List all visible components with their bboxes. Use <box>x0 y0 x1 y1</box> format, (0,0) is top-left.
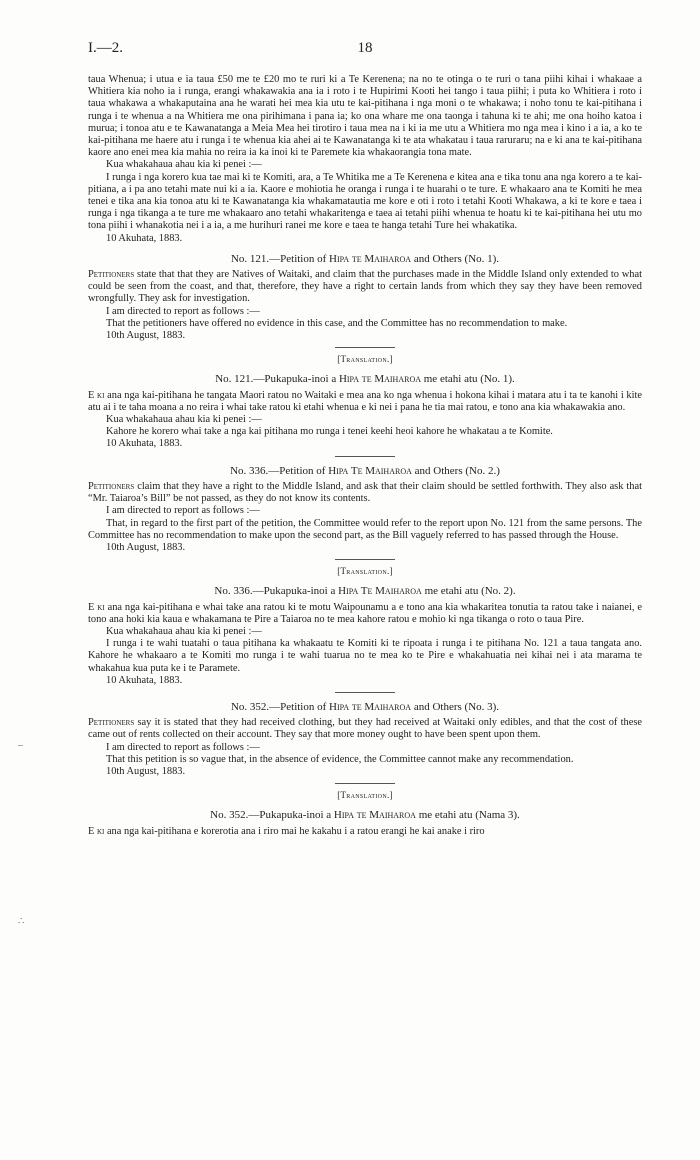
intro-report: I runga i nga korero kua tae mai ki te Komiti, ara, a Te Whitika me a Te Kerenena e kitea ana e tika tonu ana nga korero a te kai-pitiana, a i pa ano tetahi mate nui ki a ia. Kaore e mohiotia he oranga i runga i te huarahi o te ture. E whakaaro ana te Komiti he mea tenei e tika ana kia tonoa atu ki te Kawanatanga kia whakamatautia me kore e oti i roto i tetahi Kooti Whakawa, a ki te kore e taea i runga i nga tikanga a te ture me whakaaro ano tetahi whakaritenga e taea ai tetahi piihi whenua te hoatu ki te kai-pitihana hei utu mo tona piihi i whanakotia nei i a ia, a me hurihuri ranei me kore e taea te hanga tetahi Ture hei whakatika. <box>88 171 642 232</box>
section-121-translation-date: 10 Akuhata, 1883. <box>106 438 183 450</box>
translation-label: [Translation.] <box>337 354 393 365</box>
section-121-translation-summary: E ki ana nga kai-pitihana he tangata Maori ratou no Waitaki e mea ana ko nga whenua i hokona kihai i matara atu i ta te kanohi i kite atu ai i te taha moana a no reira i whai take ratou ki etahi whenua e ki nei i pana he tia mai ratou, e tono ana kia whakawakia ano. <box>88 389 642 413</box>
section-336-report: That, in regard to the first part of the petition, the Committee would refer to the report upon No. 121 from the same persons. The Committee has no recommendation to make upon the second part, as the Bill vaguely referred to has passed through the House. <box>88 517 642 541</box>
petitioner-name: Hipa te Maiharoa <box>333 809 416 822</box>
section-divider <box>335 783 395 784</box>
section-352-directive: I am directed to report as follows :— <box>106 741 260 753</box>
section-121-report: That the petitioners have offered no evidence in this case, and the Committee has no recommendation to make. <box>106 317 568 329</box>
section-divider <box>335 456 395 457</box>
section-352-summary: Petitioners say it is stated that they had received clothing, but they had received at Waitaki only edibles, and that the cost of these came out of rents collected on their account. They say that more money ought to have been spent upon them. <box>88 717 642 741</box>
paper-reference: I.—2. <box>88 40 123 56</box>
document-body <box>88 74 642 838</box>
section-352-report: That this petition is so vague that, in the absence of evidence, the Committee cannot make any recommendation. <box>106 753 574 765</box>
section-336-date: 10th August, 1883. <box>106 541 186 553</box>
petitioner-name: Hipa te Maiharoa <box>329 700 412 713</box>
section-336-translation-title: No. 336.—Pukapuka-inoi a Hipa Te Maiharoa me etahi atu (No. 2). <box>214 585 516 598</box>
section-336-translation-date: 10 Akuhata, 1883. <box>106 674 183 686</box>
petitioner-name: Hipa Te Maiharoa <box>338 585 422 598</box>
section-352-translation-summary: E ki ana nga kai-pitihana e korerotia ana i riro mai he kakahu i a ratou erangi he kai anake i riro <box>88 825 485 837</box>
section-352-date: 10th August, 1883. <box>106 765 186 777</box>
section-121-translation-report: Kahore he korero whai take a nga kai pitihana mo runga i tenei keehi heoi kahore he whakatau a te Komite. <box>106 426 553 438</box>
section-divider <box>335 559 395 560</box>
section-336-translation-directive: Kua whakahaua ahau kia ki penei :— <box>106 625 262 637</box>
section-352-translation-title: No. 352.—Pukapuka-inoi a Hipa te Maiharoa me etahi atu (Nama 3). <box>210 809 520 822</box>
section-121-summary: Petitioners state that that they are Natives of Waitaki, and claim that the purchases made in the Middle Island only extended to what could be seen from the coast, and that, therefore, they have a right to certain lands from which they say they have been removed wrongfully. They ask for investigation. <box>88 269 642 305</box>
page-header <box>88 40 642 62</box>
translation-label: [Translation.] <box>337 566 393 577</box>
section-121-directive: I am directed to report as follows :— <box>106 305 260 317</box>
petitioner-name: Hipa Te Maiharoa <box>328 464 412 477</box>
section-divider <box>335 347 395 348</box>
section-121-title: No. 121.—Petition of Hipa te Maiharoa and Others (No. 1). <box>230 252 500 265</box>
section-352-title: No. 352.—Petition of Hipa te Maiharoa and Others (No. 3). <box>230 700 500 713</box>
petitioner-name: Hipa te Maiharoa <box>329 252 412 265</box>
petitioner-name: Hipa te Maiharoa <box>338 373 421 386</box>
section-336-translation-summary: E ki ana nga kai-pitihana e whai take ana ratou ki te motu Waipounamu a e tono ana kia whakaritea tonutia ta ratou take i naianei, e tono ana hoki kia kaua e whakamana te Pire a Taiaroa no te mea kahore ratou e mohio ki nga tikanga o roto o taua Pire. <box>88 601 642 625</box>
translation-label: [Translation.] <box>337 790 393 801</box>
intro-date: 10 Akuhata, 1883. <box>106 232 183 244</box>
section-336-translation-report: I runga i te wahi tuatahi o taua pitihana ka whakaatu te Komiti ki te ripoata i runga i te pitihana No. 121 a taua tangata ano. Kahore he whakaaro a te Komiti mo runga i te wahi tuarua no te mea ko te Pire e whakahuatia nei kihai nei i ata marama te whakahua kua puta ke i te Paramete. <box>88 638 642 674</box>
section-121-date: 10th August, 1883. <box>106 330 186 342</box>
margin-star-mark: ∴ <box>18 916 25 927</box>
section-121-translation-directive: Kua whakahaua ahau kia ki penei :— <box>106 414 262 426</box>
section-divider <box>335 692 395 693</box>
section-336-title: No. 336.—Petition of Hipa Te Maiharoa and Others (No. 2.) <box>230 464 500 477</box>
margin-dash-mark: – <box>18 740 23 751</box>
section-121-translation-title: No. 121.—Pukapuka-inoi a Hipa te Maiharoa me etahi atu (No. 1). <box>215 373 515 386</box>
section-336-summary: Petitioners claim that they have a right to the Middle Island, and ask that their claim should be settled forthwith. They also ask that “Mr. Taiaroa’s Bill” be not passed, as they do not know its contents. <box>88 480 642 505</box>
section-336-directive: I am directed to report as follows :— <box>106 505 260 517</box>
intro-paragraph: taua Whenua; i utua e ia taua £50 me te £20 mo te ruri ki a Te Kerenena; na no te otinga o te ruri o tana piihi kihai i whakaae a Whitiera kia noho ia i runga, erangi whakawakia ana ia i roto i te Hupirimi Kooti hei tango i taua piihi; i puta ko Whitiera i roto i taua whakawa a whakaputaina ana he warati hei mea kia utu te kai-pitihana i nga moni o te whakawa; i noho tonu te kai-pitihana i runga i te whenua a na Whitiera me ona pirihimana i pana ia; ko ona whare me ona taonga i tahuna ki te ahi; me ona hoiho katoa i murua; i tonoa atu e te Kawanatanga a Meia Mea hei tirotiro i taua mea na i ki ia me utu a Whitiera mo nga mea i kino i a ia, a ko te kai-pitihana me haere atu i runga i te whenua kia ahei ai te Kawanatanga ki te ata whakatau i taua raruraru; na e ki ana te kai-pitihana kaore ano enei mea kia mahia no reira ia ka inoi ki te Paremete kia whakaorangia tona mate. <box>88 74 642 159</box>
intro-directive: Kua whakahaua ahau kia ki penei :— <box>106 159 262 171</box>
page-number: 18 <box>357 40 373 56</box>
